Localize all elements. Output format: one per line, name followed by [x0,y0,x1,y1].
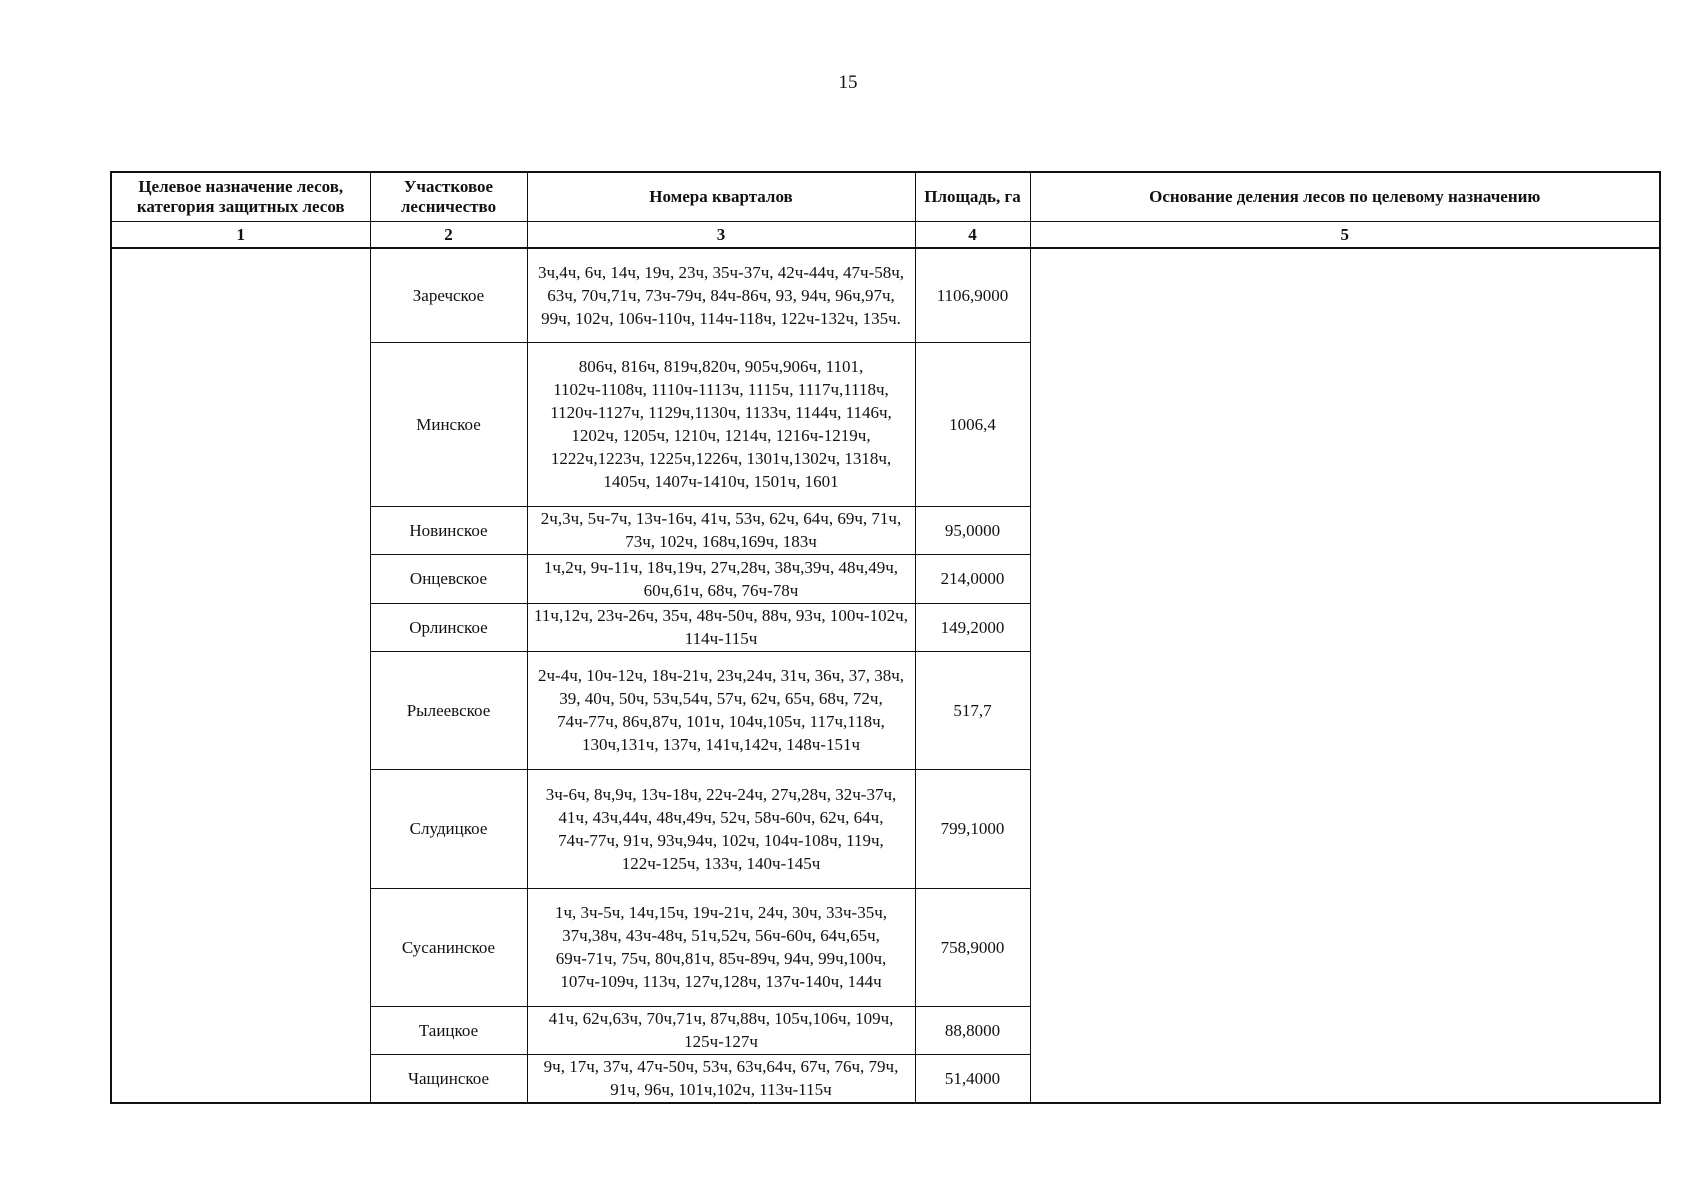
area-cell: 95,0000 [915,506,1030,554]
column-number: 4 [915,222,1030,249]
forestry-cell: Таицкое [370,1006,527,1054]
quarters-cell: 3ч,4ч, 6ч, 14ч, 19ч, 23ч, 35ч-37ч, 42ч-44ч, 47ч-58ч, 63ч, 70ч,71ч, 73ч-79ч, 84ч-86ч, 93, 94ч, 96ч,97ч, 99ч, 102ч, 106ч-110ч, 114ч-118ч, 122ч-132ч, 135ч. [527,248,915,342]
quarters-cell: 806ч, 816ч, 819ч,820ч, 905ч,906ч, 1101, 1102ч-1108ч, 1110ч-1113ч, 1115ч, 1117ч,1118ч, 1120ч-1127ч, 1129ч,1130ч, 1133ч, 1144ч, 1146ч, 1202ч, 1205ч, 1210ч, 1214ч, 1216ч-1219ч, 1222ч,1223ч, 1225ч,1226ч, 1301ч,1302ч, 1318ч, 1405ч, 1407ч-1410ч, 1501ч, 1601 [527,342,915,506]
header-forest-purpose: Целевое назначение лесов, категория защитных лесов [111,172,370,222]
area-cell: 88,8000 [915,1006,1030,1054]
division-basis-cell [1030,248,1660,1103]
area-cell: 799,1000 [915,769,1030,888]
forest-division-table [110,171,1661,1104]
header-division-basis: Основание деления лесов по целевому назначению [1030,172,1660,222]
area-cell: 517,7 [915,651,1030,769]
header-quarter-numbers: Номера кварталов [527,172,915,222]
area-cell: 149,2000 [915,603,1030,651]
quarters-cell: 41ч, 62ч,63ч, 70ч,71ч, 87ч,88ч, 105ч,106ч, 109ч, 125ч-127ч [527,1006,915,1054]
area-cell: 758,9000 [915,888,1030,1006]
table-header-row [111,172,1660,222]
quarters-cell: 9ч, 17ч, 37ч, 47ч-50ч, 53ч, 63ч,64ч, 67ч, 76ч, 79ч, 91ч, 96ч, 101ч,102ч, 113ч-115ч [527,1054,915,1103]
quarters-cell: 11ч,12ч, 23ч-26ч, 35ч, 48ч-50ч, 88ч, 93ч, 100ч-102ч, 114ч-115ч [527,603,915,651]
area-cell: 214,0000 [915,554,1030,603]
quarters-cell: 1ч,2ч, 9ч-11ч, 18ч,19ч, 27ч,28ч, 38ч,39ч, 48ч,49ч, 60ч,61ч, 68ч, 76ч-78ч [527,554,915,603]
forestry-cell: Чащинское [370,1054,527,1103]
forest-purpose-cell [111,248,370,1103]
forestry-cell: Рылеевское [370,651,527,769]
quarters-cell: 2ч-4ч, 10ч-12ч, 18ч-21ч, 23ч,24ч, 31ч, 36ч, 37, 38ч, 39, 40ч, 50ч, 53ч,54ч, 57ч, 62ч, 65ч, 68ч, 72ч, 74ч-77ч, 86ч,87ч, 101ч, 104ч,105ч, 117ч,118ч, 130ч,131ч, 137ч, 141ч,142ч, 148ч-151ч [527,651,915,769]
area-cell: 1006,4 [915,342,1030,506]
forestry-cell: Новинское [370,506,527,554]
forestry-cell: Слудицкое [370,769,527,888]
column-number: 2 [370,222,527,249]
area-cell: 51,4000 [915,1054,1030,1103]
quarters-cell: 2ч,3ч, 5ч-7ч, 13ч-16ч, 41ч, 53ч, 62ч, 64ч, 69ч, 71ч, 73ч, 102ч, 168ч,169ч, 183ч [527,506,915,554]
forestry-cell: Онцевское [370,554,527,603]
header-area: Площадь, га [915,172,1030,222]
forestry-cell: Орлинское [370,603,527,651]
forestry-cell: Минское [370,342,527,506]
header-forestry: Участковое лесничество [370,172,527,222]
column-numbers-row [111,222,1660,249]
forestry-cell: Заречское [370,248,527,342]
area-cell: 1106,9000 [915,248,1030,342]
table-row [111,248,1660,342]
column-number: 3 [527,222,915,249]
column-number: 5 [1030,222,1660,249]
page-number: 15 [838,72,858,93]
forestry-cell: Сусанинское [370,888,527,1006]
quarters-cell: 3ч-6ч, 8ч,9ч, 13ч-18ч, 22ч-24ч, 27ч,28ч, 32ч-37ч, 41ч, 43ч,44ч, 48ч,49ч, 52ч, 58ч-60ч, 62ч, 64ч, 74ч-77ч, 91ч, 93ч,94ч, 102ч, 104ч-108ч, 119ч, 122ч-125ч, 133ч, 140ч-145ч [527,769,915,888]
quarters-cell: 1ч, 3ч-5ч, 14ч,15ч, 19ч-21ч, 24ч, 30ч, 33ч-35ч, 37ч,38ч, 43ч-48ч, 51ч,52ч, 56ч-60ч, 64ч,65ч, 69ч-71ч, 75ч, 80ч,81ч, 85ч-89ч, 94ч, 99ч,100ч, 107ч-109ч, 113ч, 127ч,128ч, 137ч-140ч, 144ч [527,888,915,1006]
column-number: 1 [111,222,370,249]
